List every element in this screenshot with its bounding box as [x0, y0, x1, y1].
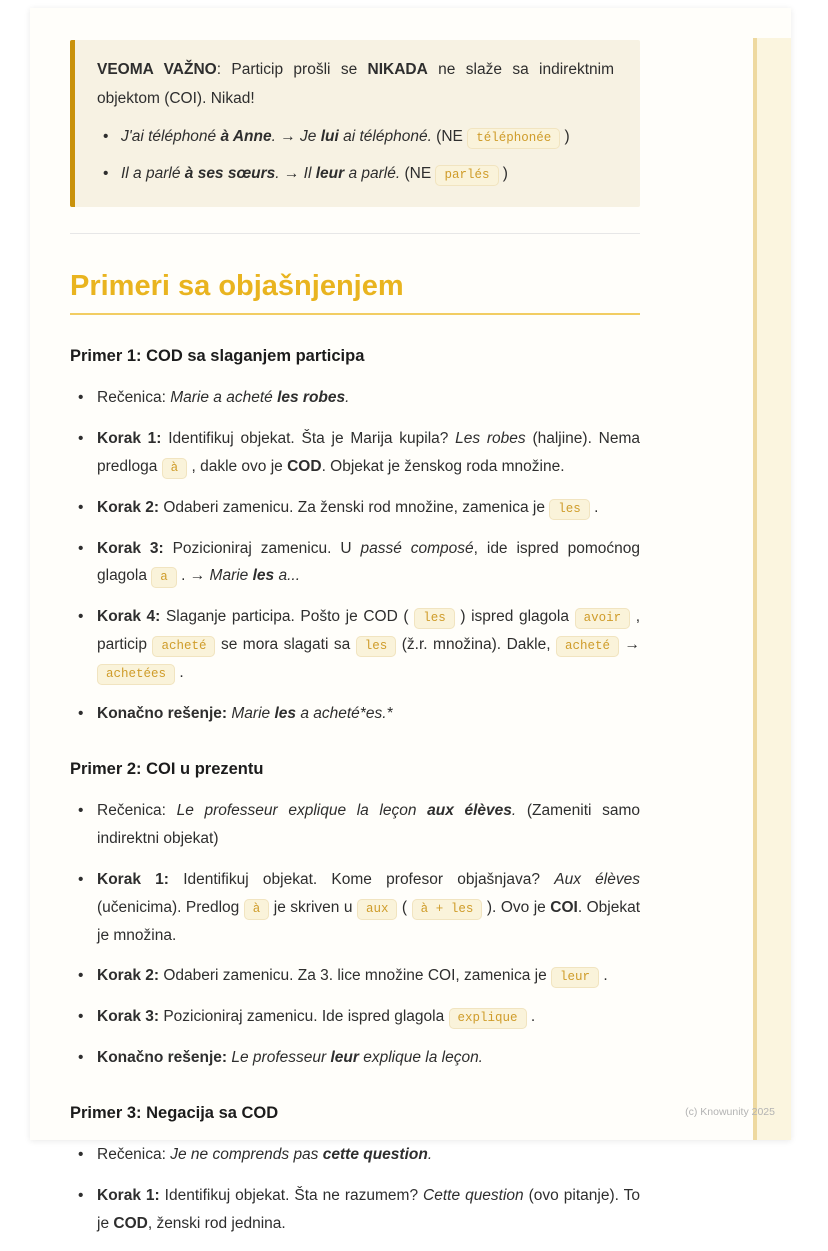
text-segment: .	[599, 967, 608, 985]
list-item	[70, 797, 640, 853]
text-segment: .	[511, 802, 517, 820]
text-segment: Le professeur explique la leçon	[176, 802, 428, 820]
text-segment: Je ne comprends pas	[170, 1146, 323, 1164]
list-item	[70, 603, 640, 687]
text-segment: (Zameniti samo indirektni objekat)	[97, 802, 640, 847]
text-segment: Aux élèves	[554, 870, 640, 888]
examples-section	[70, 345, 640, 1238]
list-item	[70, 1044, 640, 1072]
text-segment: Korak 4:	[97, 608, 161, 626]
text-segment: aux élèves	[427, 802, 512, 820]
list-item	[70, 962, 640, 990]
text-segment: passé composé	[360, 539, 474, 557]
example-heading: Primer 1: COD sa slaganjem participa	[70, 346, 365, 365]
text-segment: . Objekat je množina.	[97, 898, 641, 944]
inline-code-chip: avoir	[575, 608, 631, 629]
text-segment: . Objekat je ženskog roda množine.	[321, 457, 565, 475]
text-segment: VEOMA VAŽNO	[97, 61, 217, 78]
text-segment: (haljine). Nema predloga	[97, 429, 640, 475]
copyright-text: (c) Knowunity 2025	[685, 1106, 775, 1118]
text-segment: . →	[176, 567, 210, 585]
inline-code-chip: les	[414, 608, 455, 629]
example-steps-list	[70, 797, 640, 1072]
text-segment: (učenicima). Predlog	[97, 898, 244, 916]
section-title: Primeri sa objašnjenjem	[70, 268, 640, 315]
inline-code-chip: les	[356, 636, 397, 657]
text-segment: Marie a acheté	[170, 389, 278, 407]
text-segment: a acheté*es.*	[296, 705, 393, 723]
text-segment: Odaberi zamenicu. Za 3. lice množine COI, zamenica je	[159, 967, 552, 985]
text-segment: .	[589, 498, 599, 516]
text-segment: Il a parlé	[121, 165, 185, 183]
text-segment: Korak 1:	[97, 870, 169, 888]
text-segment: à ses sœurs	[184, 165, 276, 183]
text-segment: Identifikuj objekat. Šta ne razumem?	[159, 1187, 424, 1205]
text-segment: (NE	[431, 128, 468, 146]
text-segment: Marie	[231, 705, 275, 723]
callout-bullets-list	[97, 123, 614, 188]
text-segment: , ide ispred pomoćnog glagola	[97, 539, 641, 585]
text-segment: Konačno rešenje:	[97, 1049, 228, 1067]
text-segment: Korak 1:	[97, 1187, 160, 1205]
text-segment: Cette question	[423, 1187, 524, 1205]
list-item	[97, 160, 614, 189]
inline-code-chip: acheté	[152, 636, 215, 657]
text-segment: lui	[320, 128, 339, 146]
text-segment: leur	[330, 1049, 359, 1067]
text-segment: leur	[315, 165, 345, 183]
text-segment: les	[274, 705, 297, 723]
example-steps-list	[70, 384, 640, 728]
inline-code-chip: aux	[357, 899, 398, 920]
text-segment: .	[345, 389, 350, 407]
text-segment: se mora slagati sa	[215, 636, 356, 654]
text-segment: Identifikuj objekat. Šta je Marija kupila?	[161, 429, 456, 447]
inline-code-chip: achetées	[97, 664, 175, 685]
text-segment: , particip	[97, 608, 641, 654]
text-segment: les robes	[277, 389, 346, 407]
list-item	[70, 494, 640, 522]
document-content	[70, 8, 640, 1251]
text-segment: .	[427, 1146, 433, 1164]
text-segment: →	[619, 636, 640, 654]
list-item	[70, 384, 640, 412]
page-edge-stripe	[753, 38, 791, 1140]
inline-code-chip: à	[162, 458, 188, 479]
text-segment: explique la leçon.	[358, 1049, 483, 1067]
text-segment: Rečenica:	[97, 389, 171, 407]
text-segment: (ovo pitanje). To je	[97, 1187, 640, 1233]
text-segment: Identifikuj objekat. Kome profesor objašnjava?	[168, 870, 555, 888]
inline-code-chip: les	[549, 499, 590, 520]
text-segment: NIKADA	[367, 61, 428, 78]
inline-code-chip: à	[244, 899, 270, 920]
text-segment: à Anne	[220, 128, 272, 146]
text-segment: , dakle ovo je	[187, 457, 288, 475]
text-segment: )	[560, 128, 570, 146]
example-steps-list	[70, 1141, 640, 1238]
list-item	[70, 535, 640, 591]
text-segment: a...	[274, 567, 301, 585]
example-heading: Primer 2: COI u prezentu	[70, 759, 264, 778]
inline-code-chip: a	[151, 567, 177, 588]
text-segment: ) ispred glagola	[454, 608, 575, 626]
text-segment: ne slaže sa indirektnim objektom (COI). Nikad!	[97, 61, 614, 107]
text-segment: .	[526, 1008, 536, 1026]
text-segment: Rečenica:	[97, 1146, 171, 1164]
text-segment: ). Ovo je	[482, 898, 551, 916]
list-item	[70, 425, 640, 481]
text-segment: (	[397, 898, 412, 916]
text-segment: Korak 1:	[97, 429, 162, 447]
callout-paragraph	[97, 56, 614, 113]
text-segment: . → Il	[275, 165, 316, 183]
text-segment: Korak 2:	[97, 498, 160, 516]
text-segment: (ž.r. množina). Dakle,	[396, 636, 556, 654]
text-segment: Les robes	[455, 429, 526, 447]
text-segment: COD	[113, 1215, 148, 1233]
document-page	[30, 8, 791, 1233]
text-segment: J'ai téléphoné	[121, 128, 221, 146]
example-heading: Primer 3: Negacija sa COD	[70, 1104, 279, 1123]
text-segment: ai téléphoné.	[338, 128, 432, 146]
inline-code-chip: acheté	[556, 636, 619, 657]
text-segment: . → Je	[271, 128, 321, 146]
inline-code-chip: à + les	[412, 899, 483, 920]
inline-code-chip: explique	[449, 1008, 527, 1029]
text-segment: Pozicioniraj zamenicu. U	[163, 539, 361, 557]
text-segment: Korak 2:	[97, 967, 160, 985]
text-segment: (NE	[400, 165, 436, 183]
text-segment: COI	[550, 898, 578, 916]
text-segment: Korak 3:	[97, 1008, 160, 1026]
text-segment: Konačno rešenje:	[97, 705, 228, 723]
text-segment: COD	[287, 457, 322, 475]
text-segment: cette question	[322, 1146, 428, 1164]
list-item	[70, 866, 640, 950]
list-item	[70, 1003, 640, 1031]
text-segment: .	[175, 664, 184, 682]
text-segment: , ženski rod jednina.	[147, 1215, 286, 1233]
text-segment: : Particip prošli se	[216, 61, 368, 78]
list-item	[70, 700, 640, 728]
text-segment: Odaberi zamenicu. Za ženski rod množine, zamenica je	[159, 498, 550, 516]
text-segment: Korak 3:	[97, 539, 164, 557]
text-segment: a parlé.	[344, 165, 401, 183]
list-item	[97, 123, 614, 152]
text-segment: je skriven u	[269, 898, 357, 916]
text-segment: Slaganje participa. Pošto je COD (	[160, 608, 415, 626]
inline-code-chip: leur	[551, 967, 599, 988]
text-segment: Le professeur	[231, 1049, 331, 1067]
inline-code-chip: téléphonée	[467, 128, 560, 149]
text-segment: Pozicioniraj zamenicu. Ide ispred glagola	[159, 1008, 449, 1026]
text-segment: les	[252, 567, 275, 585]
text-segment: )	[498, 165, 508, 183]
important-callout	[70, 40, 640, 207]
list-item	[70, 1141, 640, 1169]
inline-code-chip: parlés	[435, 165, 498, 186]
text-segment: Marie	[209, 567, 253, 585]
list-item	[70, 1182, 640, 1238]
section-divider	[70, 233, 640, 234]
text-segment: Rečenica:	[97, 802, 177, 820]
